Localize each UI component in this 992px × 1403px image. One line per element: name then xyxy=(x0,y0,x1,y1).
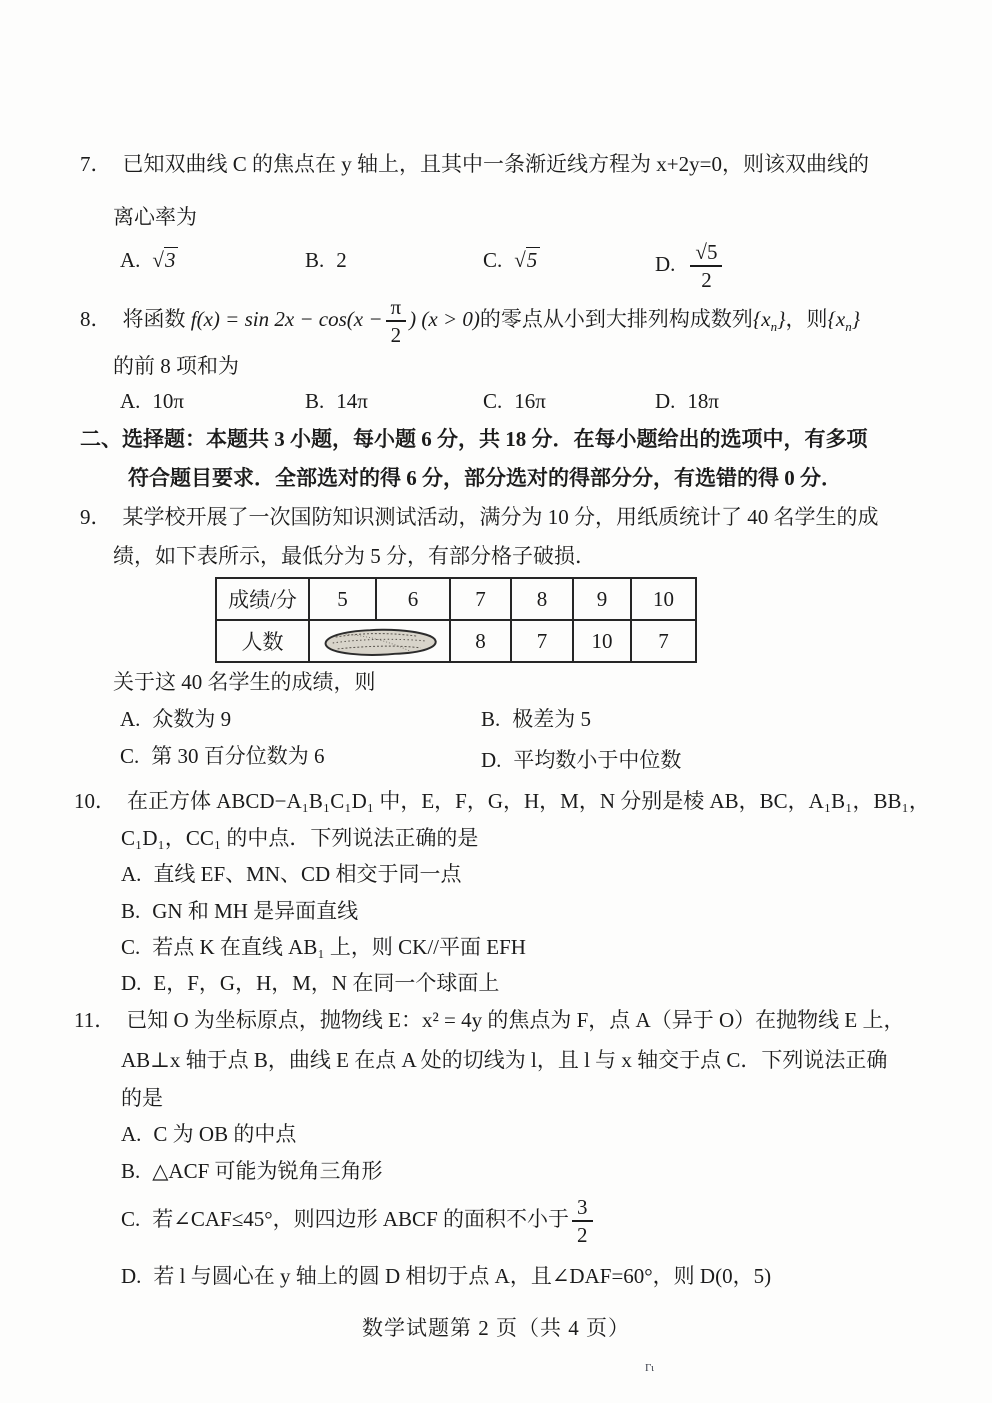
q8-option-a-label: A. xyxy=(120,389,141,413)
scan-artifact: Γι xyxy=(645,1362,654,1374)
q8-seq2-open: {x xyxy=(827,306,846,331)
count-cell-7: 8 xyxy=(450,620,511,662)
score-cell-6: 6 xyxy=(376,578,450,620)
count-cell-8: 7 xyxy=(511,620,573,662)
score-cell-10: 10 xyxy=(631,578,696,620)
q10-option-d-label: D. xyxy=(121,971,142,995)
q8-seq-open: {x xyxy=(752,306,771,331)
q8-formula-part1: f(x) = sin 2x − cos(x − xyxy=(190,306,383,331)
score-cell-8: 8 xyxy=(511,578,573,620)
q8-mid2: ，则 xyxy=(785,306,828,331)
q10-option-a xyxy=(121,860,461,888)
q11-option-a-label: A. xyxy=(121,1122,142,1146)
q8-option-c xyxy=(483,387,546,415)
q11-option-c-text: 若∠CAF≤45°，则四边形 ABCF 的面积不小于 xyxy=(152,1206,569,1231)
q7-option-a-label: A. xyxy=(120,248,141,272)
q9-option-d-label: D. xyxy=(481,748,502,772)
q11-option-c xyxy=(121,1195,596,1247)
q8-pre: 将函数 xyxy=(122,306,186,331)
score-header-cell: 成绩/分 xyxy=(216,578,309,620)
q11-option-d xyxy=(121,1262,771,1290)
q8-number: 8． xyxy=(80,306,112,331)
q9-option-d xyxy=(481,746,681,774)
fraction xyxy=(690,240,722,292)
fraction-numerator: π xyxy=(386,295,407,322)
q8-seq2-close: } xyxy=(851,306,861,331)
q8-option-a-value: 10π xyxy=(152,389,185,413)
fraction-denominator: 2 xyxy=(390,323,402,348)
q9-option-c-value: 第 30 百分位数为 6 xyxy=(151,744,325,768)
q11-option-a xyxy=(121,1120,296,1148)
q9-text-line1: 某学校开展了一次国防知识测试活动，满分为 10 分，用纸质统计了 40 名学生的成 xyxy=(122,505,879,529)
q9-option-b-value: 极差为 5 xyxy=(512,707,592,731)
q9-option-c xyxy=(120,742,325,770)
fraction-numerator xyxy=(690,240,722,267)
smudge-blot xyxy=(316,624,444,660)
q10-number: 10． xyxy=(74,789,116,813)
radical-sign: √ xyxy=(695,240,707,264)
q11-text-line1: 已知 O 为坐标原点，抛物线 E：x² = 4y 的焦点为 F，点 A（异于 O）在抛物线 E 上， xyxy=(126,1008,905,1032)
q8-option-b-label: B. xyxy=(305,389,325,413)
score-table-header-row xyxy=(216,578,696,620)
score-cell-9: 9 xyxy=(573,578,631,620)
q7-option-d-label: D. xyxy=(655,251,676,276)
score-cell-5: 5 xyxy=(309,578,376,620)
q8-mid: 的零点从小到大排列构成数列 xyxy=(479,306,753,331)
q8-option-d-label: D. xyxy=(655,389,676,413)
q10-option-c-value: 若点 K 在直线 AB₁ 上，则 CK//平面 EFH xyxy=(152,935,526,959)
q9-option-a xyxy=(120,705,231,733)
q9-option-c-label: C. xyxy=(120,744,140,768)
fraction-numerator: 3 xyxy=(572,1195,593,1222)
q10-option-d xyxy=(121,969,499,997)
q11-option-c-label: C. xyxy=(121,1206,141,1231)
fraction-3-over-2 xyxy=(572,1195,593,1247)
q11-stem-line2: AB⊥x 轴于点 B，曲线 E 在点 A 处的切线为 l，且 l 与 x 轴交于点 C．下列说法正确 xyxy=(121,1048,888,1072)
q9-option-b xyxy=(481,705,591,733)
q10-text-line1: 在正方体 ABCD−A₁B₁C₁D₁ 中，E，F，G，H，M，N 分别是棱 AB，BC，A₁B₁，BB₁， xyxy=(127,789,930,813)
q10-stem-line1 xyxy=(74,787,930,815)
q7-number: 7． xyxy=(80,152,112,176)
q11-option-b-label: B. xyxy=(121,1159,141,1183)
q10-option-c-label: C. xyxy=(121,935,141,959)
q9-option-d-value: 平均数小于中位数 xyxy=(513,748,682,772)
q11-option-a-value: C 为 OB 的中点 xyxy=(153,1122,297,1146)
q11-number: 11． xyxy=(74,1008,116,1032)
radical-sign: √ xyxy=(514,248,526,272)
q9-after-table: 关于这 40 名学生的成绩，则 xyxy=(113,670,376,694)
q7-option-b xyxy=(305,246,347,274)
radicand: 3 xyxy=(164,247,179,272)
subscript-n: n xyxy=(770,319,778,335)
radical-sign: √ xyxy=(152,248,164,272)
fraction-pi-over-2 xyxy=(386,295,407,347)
q9-number: 9． xyxy=(80,505,112,529)
score-table xyxy=(215,577,697,663)
q8-option-d xyxy=(655,387,719,415)
page-footer: 数学试题第 2 页（共 4 页） xyxy=(362,1316,630,1340)
q8-option-c-label: C. xyxy=(483,389,503,413)
q8-formula-part2: ) (x > 0) xyxy=(409,306,480,331)
q11-option-b-value: △ACF 可能为锐角三角形 xyxy=(152,1159,383,1183)
q8-stem-line1 xyxy=(80,295,860,347)
q7-option-d xyxy=(655,240,725,292)
q7-stem-line2: 离心率为 xyxy=(113,205,197,229)
q10-option-c xyxy=(121,933,526,961)
q10-stem-line2: C₁D₁，CC₁ 的中点．下列说法正确的是 xyxy=(121,826,479,850)
q7-option-b-label: B. xyxy=(305,248,325,272)
q7-stem-line1 xyxy=(80,150,869,178)
q11-stem-line3: 的是 xyxy=(121,1086,163,1110)
q8-option-d-value: 18π xyxy=(687,389,720,413)
q7-text-line1: 已知双曲线 C 的焦点在 y 轴上，且其中一条渐近线方程为 x+2y=0，则该双曲线的 xyxy=(122,152,869,176)
q10-option-d-value: E，F，G，H，M，N 在同一个球面上 xyxy=(153,971,500,995)
fraction-denominator: 2 xyxy=(577,1223,588,1248)
count-row xyxy=(216,620,696,662)
q9-option-b-label: B. xyxy=(481,707,501,731)
sqrt-expression xyxy=(152,247,178,272)
q7-option-c-label: C. xyxy=(483,248,503,272)
section2-header-line2: 符合题目要求．全部选对的得 6 分，部分选对的得部分分，有选错的得 0 分． xyxy=(128,466,842,490)
q8-option-a xyxy=(120,387,184,415)
section2-header-line1: 二、选择题：本题共 3 小题，每小题 6 分，共 18 分．在每小题给出的选项中，有多项 xyxy=(80,427,868,451)
q7-option-c xyxy=(483,246,540,274)
subscript-n: n xyxy=(845,319,852,335)
q10-option-b-label: B. xyxy=(121,899,141,923)
q8-option-c-value: 16π xyxy=(514,389,546,413)
radicand: 5 xyxy=(526,247,541,272)
count-cell-10: 7 xyxy=(631,620,696,662)
q10-option-a-label: A. xyxy=(121,862,142,886)
q11-option-d-label: D. xyxy=(121,1264,142,1288)
q11-option-b xyxy=(121,1157,383,1185)
q10-option-b xyxy=(121,897,358,925)
q7-option-b-value: 2 xyxy=(336,248,347,272)
q10-option-a-value: 直线 EF、MN、CD 相交于同一点 xyxy=(153,862,462,886)
score-cell-7: 7 xyxy=(450,578,511,620)
q9-stem-line2: 绩，如下表所示，最低分为 5 分，有部分格子破损． xyxy=(113,544,596,568)
count-header-cell: 人数 xyxy=(216,620,309,662)
radicand: 5 xyxy=(706,240,718,264)
q9-option-a-value: 众数为 9 xyxy=(152,707,232,731)
damaged-cells xyxy=(309,620,450,662)
q7-option-a xyxy=(120,246,178,274)
q8-seq-close: } xyxy=(777,306,786,331)
q10-option-b-value: GN 和 MH 是异面直线 xyxy=(152,899,359,923)
fraction-denominator: 2 xyxy=(701,268,712,293)
q9-stem-line1 xyxy=(80,503,879,531)
q8-stem-line2: 的前 8 项和为 xyxy=(113,354,239,378)
q8-option-b xyxy=(305,387,368,415)
q9-option-a-label: A. xyxy=(120,707,141,731)
q8-option-b-value: 14π xyxy=(336,389,368,413)
q11-stem-line1 xyxy=(74,1006,904,1034)
sqrt-expression xyxy=(514,247,540,272)
count-cell-9: 10 xyxy=(573,620,631,662)
q11-option-d-value: 若 l 与圆心在 y 轴上的圆 D 相切于点 A，且∠DAF=60°，则 D(0，5) xyxy=(153,1264,772,1288)
